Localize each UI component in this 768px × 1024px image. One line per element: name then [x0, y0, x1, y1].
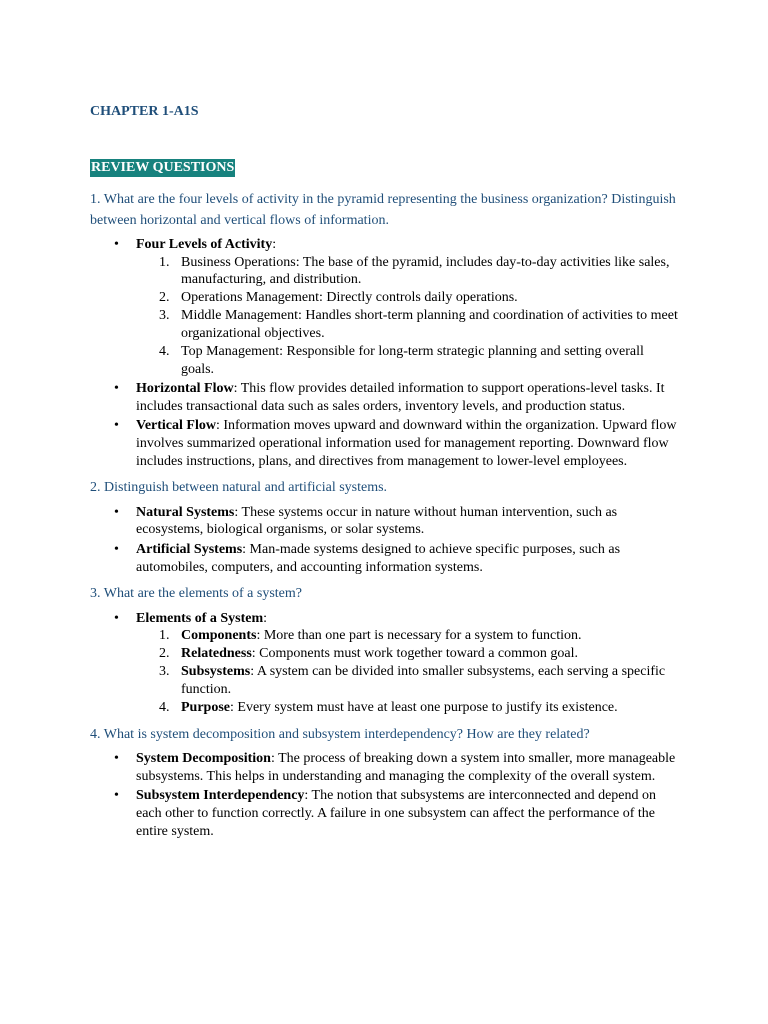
question-3: 3. What are the elements of a system? [90, 586, 302, 602]
item-number: 1. [159, 254, 170, 270]
question-1: 1. What are the four levels of activity in the pyramid representing the business organization? Distinguish between horizontal and vertical flows of information. [90, 192, 676, 228]
answer-item [136, 236, 680, 378]
answer-item [136, 610, 680, 717]
sub-item-term: Components [181, 628, 257, 644]
item-number: 2. [159, 290, 170, 306]
answer-list [90, 610, 680, 717]
answer-description: : Man-made systems designed to achieve specific purposes, such as automobiles, computers, and accounting information systems. [136, 541, 621, 575]
answer-description: : The notion that subsystems are interconnected and depend on each other to function correctly. A failure in one subsystem can affect the performance of the entire system. [136, 788, 656, 839]
sub-list-item [159, 699, 680, 717]
sub-list [136, 254, 680, 379]
question-list [90, 190, 680, 848]
item-number: 2. [159, 646, 170, 662]
answer-term: Natural Systems [136, 504, 235, 520]
answer-description: : Information moves upward and downward within the organization. Upward flow involves summarized operational information used for management reporting. Downward flow includes instructions, plans, and directives from management to lower-level employees. [136, 418, 677, 469]
sub-list-item [159, 343, 680, 378]
chapter-heading: CHAPTER 1-A1S [90, 104, 199, 119]
question-4: 4. What is system decomposition and subsystem interdependency? How are they related? [90, 726, 590, 742]
answer-term: Vertical Flow [136, 418, 216, 434]
sub-list-item [159, 627, 680, 645]
answer-term: Artificial Systems [136, 541, 243, 557]
answer-description: : These systems occur in nature without human intervention, such as ecosystems, biological organisms, or solar systems. [136, 504, 618, 538]
sub-item-description: Operations Management: Directly controls daily operations. [181, 290, 518, 306]
sub-list-item [159, 254, 680, 289]
sub-item-description: Top Management: Responsible for long-term strategic planning and setting overall goals. [181, 344, 644, 377]
answer-list [90, 750, 680, 840]
sub-list [136, 627, 680, 716]
section-label: REVIEW QUESTIONS [91, 160, 235, 175]
answer-description: : [272, 237, 277, 252]
item-number: 4. [159, 344, 170, 360]
answer-description: : [263, 610, 268, 626]
sub-item-term: Purpose [181, 700, 230, 716]
answer-term: Subsystem Interdependency [136, 788, 305, 804]
answer-list [90, 236, 680, 470]
answer-term: Four Levels of Activity [136, 237, 273, 252]
answer-list [90, 504, 680, 576]
sub-item-description: Middle Management: Handles short-term planning and coordination of activities to meet organizational objectives. [181, 308, 678, 341]
item-number: 3. [159, 308, 170, 324]
sub-item-term: Subsystems [181, 664, 251, 680]
item-number: 3. [159, 664, 170, 680]
answer-item [136, 504, 680, 539]
answer-description: : The process of breaking down a system into smaller, more manageable subsystems. This helps in understanding and managing the complexity of the overall system. [136, 751, 676, 784]
answer-item [136, 541, 680, 576]
answer-term: Horizontal Flow [136, 381, 234, 397]
sub-item-description: Business Operations: The base of the pyramid, includes day-to-day activities like sales, manufacturing, and distribution. [181, 254, 670, 288]
answer-item [136, 750, 680, 785]
sub-item-description: : Every system must have at least one purpose to justify its existence. [230, 700, 618, 716]
answer-description: : This flow provides detailed information to support operations-level tasks. It includes transactional data such as sales orders, inventory levels, and production status. [136, 381, 665, 414]
sub-list-item [159, 663, 680, 698]
sub-list-item [159, 645, 680, 663]
sub-list-item [159, 307, 680, 342]
answer-item [136, 787, 680, 840]
sub-item-description: : Components must work together toward a common goal. [251, 646, 579, 662]
item-number: 1. [159, 628, 170, 644]
answer-term: Elements of a System [136, 610, 264, 626]
sub-list-item [159, 289, 680, 307]
answer-term: System Decomposition [136, 751, 271, 767]
answer-item [136, 417, 680, 470]
sub-item-description: : A system can be divided into smaller subsystems, each serving a specific function. [181, 664, 666, 697]
question-2: 2. Distinguish between natural and artificial systems. [90, 480, 388, 496]
sub-item-term: Relatedness [181, 646, 252, 662]
sub-item-description: : More than one part is necessary for a system to function. [256, 628, 582, 644]
answer-item [136, 380, 680, 415]
item-number: 4. [159, 700, 170, 716]
